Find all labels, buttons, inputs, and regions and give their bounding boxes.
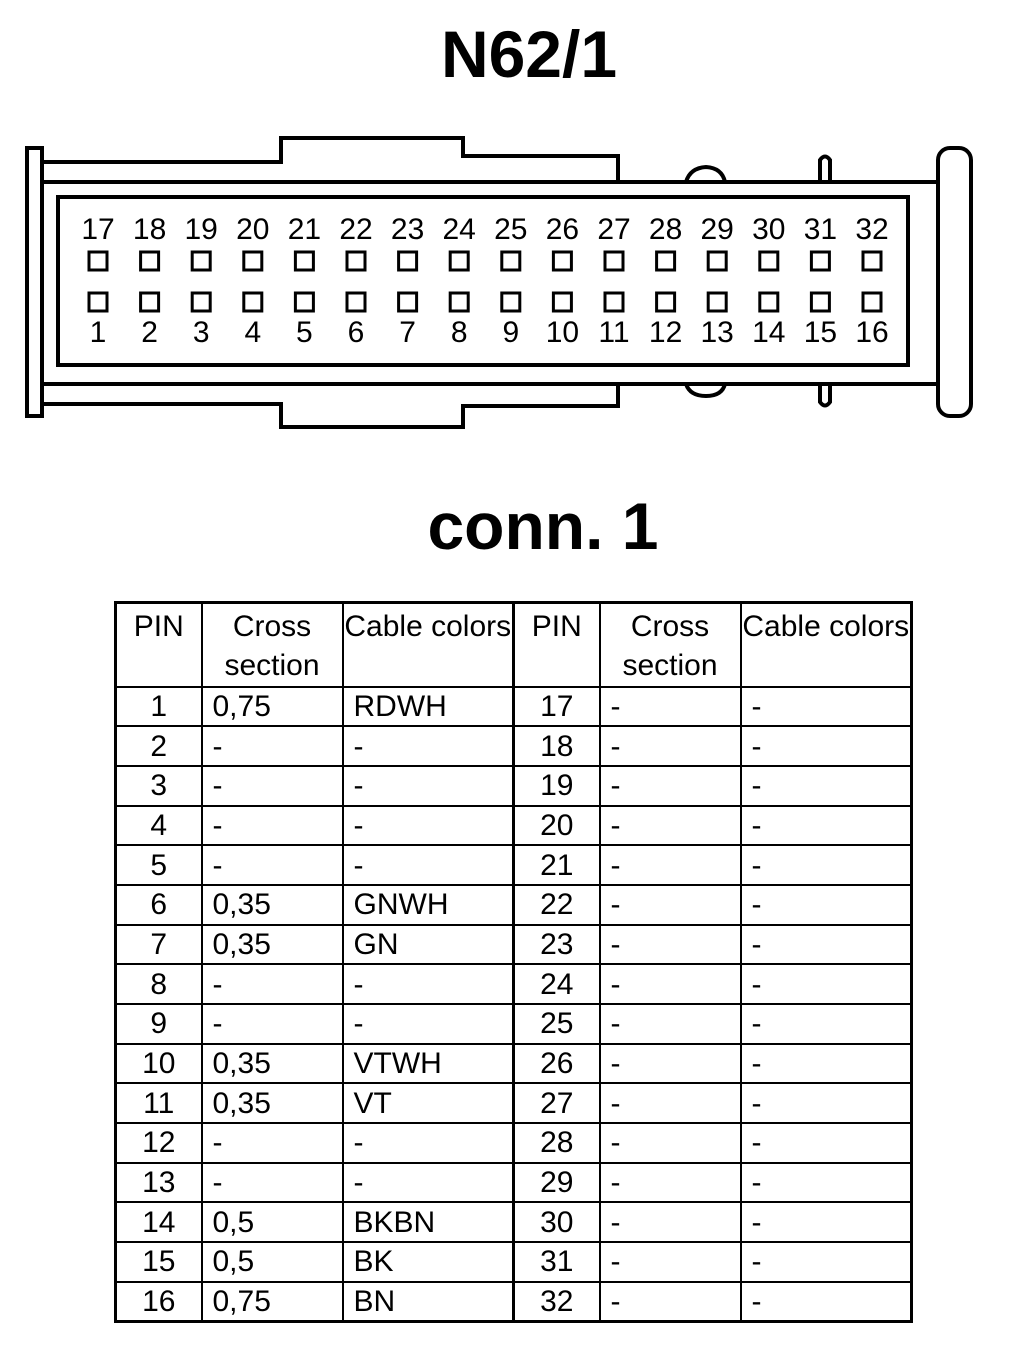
pin-label: 21 (287, 213, 322, 246)
bottom-key (820, 384, 830, 406)
pin-contact (760, 293, 778, 311)
pin-label: 31 (803, 213, 838, 246)
cable-color-cell: BN (343, 1282, 514, 1322)
pin-cell: 3 (116, 766, 202, 806)
pin-contact (399, 293, 417, 311)
pin-cell: 29 (514, 1163, 600, 1203)
pin-cell: 10 (116, 1044, 202, 1084)
pin-contact (244, 252, 262, 270)
cable-color-cell: - (343, 1004, 514, 1044)
pin-contact (708, 293, 726, 311)
cross-section-cell: 0,75 (202, 1282, 343, 1322)
pin-cell: 11 (116, 1083, 202, 1123)
pin-label: 1 (89, 316, 107, 349)
pin-label: 4 (244, 316, 262, 349)
pin-label: 3 (192, 316, 210, 349)
pin-contact (295, 252, 313, 270)
cross-section-cell: - (600, 766, 741, 806)
cable-color-cell: BK (343, 1242, 514, 1282)
top-latch (686, 167, 725, 182)
table-row (116, 1242, 912, 1282)
pin-label: 6 (347, 316, 365, 349)
pin-cell: 14 (116, 1202, 202, 1242)
header-cable-colors: Cable colors (343, 603, 514, 687)
pin-contact (450, 293, 468, 311)
cross-section-cell: 0,5 (202, 1202, 343, 1242)
pin-cell: 13 (116, 1163, 202, 1203)
cable-color-cell: - (741, 726, 912, 766)
pin-cell: 9 (116, 1004, 202, 1044)
pin-cell: 17 (514, 687, 600, 727)
cable-color-cell: - (741, 1242, 912, 1282)
table-row (116, 687, 912, 727)
pin-label: 26 (545, 213, 580, 246)
pin-label: 5 (296, 316, 313, 349)
table-row (116, 885, 912, 925)
cable-color-cell: - (741, 687, 912, 727)
cross-section-cell: - (600, 1202, 741, 1242)
cross-section-cell: 0,35 (202, 925, 343, 965)
cable-color-cell: - (343, 806, 514, 846)
pin-contact (192, 252, 210, 270)
pin-label: 11 (598, 316, 630, 349)
pin-contact (863, 293, 881, 311)
cross-section-cell: - (202, 1163, 343, 1203)
table-row (116, 1163, 912, 1203)
pin-contact (141, 293, 159, 311)
pin-cell: 22 (514, 885, 600, 925)
cable-color-cell: - (741, 1202, 912, 1242)
pin-contact (811, 252, 829, 270)
pin-contact (553, 252, 571, 270)
cross-section-cell: - (600, 806, 741, 846)
pin-contact (450, 252, 468, 270)
pin-cell: 4 (116, 806, 202, 846)
cable-color-cell: - (343, 845, 514, 885)
header-pin: PIN (116, 603, 202, 687)
pin-label: 9 (502, 316, 520, 349)
pin-contact (657, 293, 675, 311)
pin-cell: 20 (514, 806, 600, 846)
cross-section-cell: - (600, 1282, 741, 1322)
cross-section-cell: - (600, 1044, 741, 1084)
cable-color-cell: RDWH (343, 687, 514, 727)
cross-section-cell: - (600, 1083, 741, 1123)
pin-cell: 15 (116, 1242, 202, 1282)
cable-color-cell: GN (343, 925, 514, 965)
cross-section-cell: 0,5 (202, 1242, 343, 1282)
pin-cell: 19 (514, 766, 600, 806)
cable-color-cell: - (741, 1004, 912, 1044)
header-cable-colors: Cable colors (741, 603, 912, 687)
cross-section-cell: - (600, 885, 741, 925)
pin-label: 12 (648, 316, 683, 349)
pin-contact (502, 293, 520, 311)
pin-label: 22 (339, 213, 373, 246)
cross-section-cell: - (202, 964, 343, 1004)
pin-label: 20 (236, 213, 270, 246)
cross-section-cell: - (202, 1123, 343, 1163)
header-cross-section: Cross section (600, 603, 741, 687)
cable-color-cell: - (741, 766, 912, 806)
pin-cell: 28 (514, 1123, 600, 1163)
pin-contact (553, 293, 571, 311)
pin-cell: 6 (116, 885, 202, 925)
cable-color-cell: BKBN (343, 1202, 514, 1242)
cable-color-cell: - (343, 1163, 514, 1203)
cross-section-cell: - (600, 925, 741, 965)
pin-cell: 1 (116, 687, 202, 727)
pin-label: 29 (700, 213, 734, 246)
table-row (116, 925, 912, 965)
table-row (116, 1123, 912, 1163)
pin-cell: 24 (514, 964, 600, 1004)
pin-contact (347, 252, 365, 270)
pin-label: 14 (752, 316, 786, 349)
pin-contact (347, 293, 365, 311)
cross-section-cell: - (600, 845, 741, 885)
pin-label: 19 (184, 213, 218, 246)
table-row (116, 1083, 912, 1123)
cross-section-cell: - (600, 1004, 741, 1044)
pin-cell: 16 (116, 1282, 202, 1322)
table-row (116, 766, 912, 806)
pin-label: 23 (390, 213, 425, 246)
cross-section-cell: - (202, 806, 343, 846)
cable-color-cell: - (741, 1163, 912, 1203)
pin-contact (708, 252, 726, 270)
pin-contact (760, 252, 778, 270)
pin-contact (399, 252, 417, 270)
pin-contact (502, 252, 520, 270)
table-row (116, 845, 912, 885)
cable-color-cell: GNWH (343, 885, 514, 925)
connector-drawing (0, 0, 1024, 440)
table-row (116, 726, 912, 766)
pin-label: 24 (442, 213, 476, 246)
pin-label: 13 (700, 316, 734, 349)
cable-color-cell: - (741, 1044, 912, 1084)
pin-cell: 18 (514, 726, 600, 766)
pin-label: 8 (450, 316, 468, 349)
top-tab (42, 138, 618, 182)
cross-section-cell: - (202, 845, 343, 885)
pin-label: 16 (855, 316, 889, 349)
pin-contact (192, 293, 210, 311)
pin-cell: 23 (514, 925, 600, 965)
pin-contact (244, 293, 262, 311)
pin-cell: 31 (514, 1242, 600, 1282)
pin-label: 30 (752, 213, 786, 246)
header-pin: PIN (514, 603, 600, 687)
cross-section-cell: - (600, 726, 741, 766)
pin-label: 7 (399, 316, 416, 349)
pin-contact (295, 293, 313, 311)
pin-cell: 21 (514, 845, 600, 885)
pin-cell: 8 (116, 964, 202, 1004)
pin-contact (605, 252, 623, 270)
cable-color-cell: - (741, 1083, 912, 1123)
pin-contact (863, 252, 881, 270)
header-cross-section: Cross section (202, 603, 343, 687)
table-header-row (116, 603, 912, 687)
cable-color-cell: - (741, 845, 912, 885)
pin-label: 10 (545, 316, 580, 349)
cable-color-cell: - (343, 766, 514, 806)
cross-section-cell: - (600, 687, 741, 727)
cable-color-cell: VTWH (343, 1044, 514, 1084)
cross-section-cell: - (600, 1242, 741, 1282)
pin-label: 28 (648, 213, 683, 246)
pin-assignment-table (114, 601, 913, 1323)
pin-cell: 2 (116, 726, 202, 766)
cross-section-cell: 0,75 (202, 687, 343, 727)
pin-cell: 26 (514, 1044, 600, 1084)
cable-color-cell: - (741, 1282, 912, 1322)
pin-label: 2 (141, 316, 158, 349)
connector-title: N62/1 (440, 17, 618, 91)
pin-label: 15 (803, 316, 838, 349)
pin-cell: 7 (116, 925, 202, 965)
table-row (116, 964, 912, 1004)
cable-color-cell: - (343, 726, 514, 766)
table-row (116, 1004, 912, 1044)
pin-cell: 30 (514, 1202, 600, 1242)
pin-cell: 12 (116, 1123, 202, 1163)
table-row (116, 806, 912, 846)
bottom-tab (42, 384, 618, 427)
cross-section-cell: 0,35 (202, 1083, 343, 1123)
right-end-cap (938, 148, 971, 416)
pin-cell: 25 (514, 1004, 600, 1044)
cross-section-cell: - (202, 726, 343, 766)
cross-section-cell: 0,35 (202, 1044, 343, 1084)
pin-contact (605, 293, 623, 311)
pin-label: 32 (855, 213, 889, 246)
cable-color-cell: - (343, 964, 514, 1004)
pin-cell: 5 (116, 845, 202, 885)
cross-section-cell: 0,35 (202, 885, 343, 925)
pin-label: 18 (132, 213, 167, 246)
cable-color-cell: - (741, 964, 912, 1004)
cable-color-cell: - (741, 806, 912, 846)
pin-contact (89, 252, 107, 270)
pin-contact (141, 252, 159, 270)
pin-contact (657, 252, 675, 270)
pin-cell: 32 (514, 1282, 600, 1322)
cross-section-cell: - (600, 1123, 741, 1163)
pin-label: 25 (494, 213, 528, 246)
pin-contact (811, 293, 829, 311)
cable-color-cell: - (343, 1123, 514, 1163)
cable-color-cell: - (741, 925, 912, 965)
pin-label: 17 (81, 213, 115, 246)
top-key (820, 157, 830, 183)
cross-section-cell: - (600, 964, 741, 1004)
cross-section-cell: - (202, 1004, 343, 1044)
pin-label: 27 (597, 213, 631, 246)
left-flange (27, 148, 42, 416)
cable-color-cell: - (741, 1123, 912, 1163)
cable-color-cell: VT (343, 1083, 514, 1123)
table-row (116, 1202, 912, 1242)
cable-color-cell: - (741, 885, 912, 925)
pin-cell: 27 (514, 1083, 600, 1123)
pin-contact (89, 293, 107, 311)
cross-section-cell: - (202, 766, 343, 806)
cross-section-cell: - (600, 1163, 741, 1203)
table-row (116, 1282, 912, 1322)
connector-subtitle: conn. 1 (427, 489, 659, 563)
table-row (116, 1044, 912, 1084)
